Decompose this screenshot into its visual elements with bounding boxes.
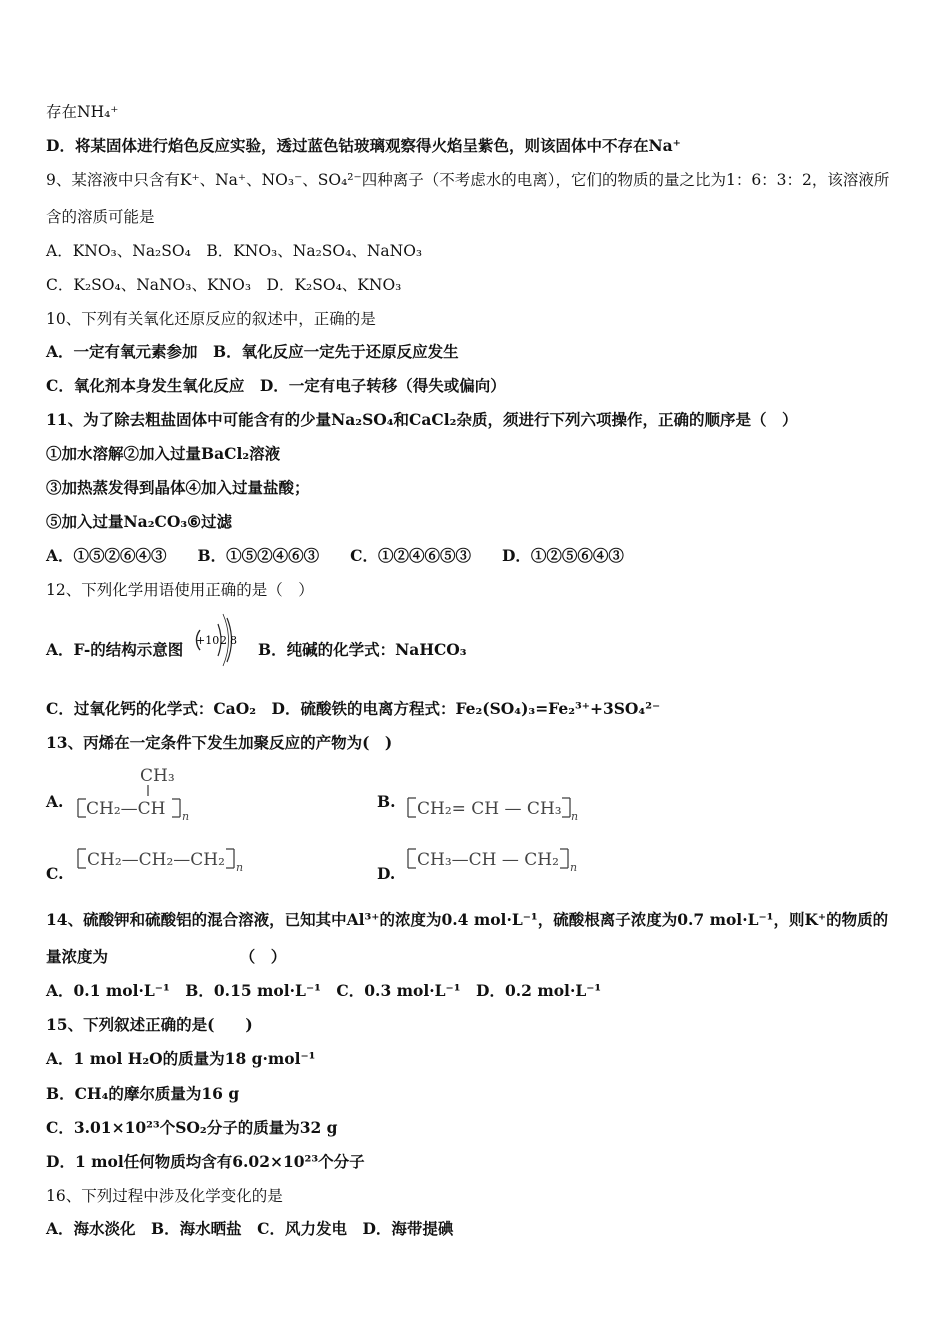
line-nh4: 存在NH₄⁺ (46, 103, 119, 121)
q10-options-ab: A．一定有氧元素参加 B．氧化反应一定先于还原反应发生 (46, 342, 459, 361)
q14-stem: 14、硫酸钾和硫酸铝的混合溶液，已知其中Al³⁺的浓度为0.4 mol·L⁻¹，硫酸根离子浓度为0.7 mol·L⁻¹，则K⁺的物质的 (46, 910, 889, 929)
repeat-n-a: n (182, 810, 190, 823)
fluoride-structure-diagram (194, 612, 242, 668)
q9-stem-cont: 含的溶质可能是 (46, 208, 155, 226)
q13-structure-d (404, 844, 594, 876)
q9-options-ab: A．KNO₃、Na₂SO₄ B．KNO₃、Na₂SO₄、NaNO₃ (46, 242, 423, 260)
q13-structure-b (404, 793, 594, 825)
q15-option-a: A．1 mol H₂O的质量为18 g·mol⁻¹ (46, 1049, 316, 1068)
main-chain-b: CH₂= CH — CH₃ (417, 799, 562, 819)
q12-stem: 12、下列化学用语使用正确的是（ ） (46, 581, 314, 599)
q11-stem: 11、为了除去粗盐固体中可能含有的少量Na₂SO₄和CaCl₂杂质，须进行下列六项操作，正确的顺序是（ ） (46, 410, 798, 429)
repeat-n-d: n (570, 861, 578, 874)
q13-structure-c (74, 844, 264, 876)
q16-options: A．海水淡化 B．海水晒盐 C．风力发电 D．海带提碘 (46, 1219, 454, 1238)
shell-1-electrons: 2 (220, 634, 227, 647)
nucleus-charge: +10 (196, 634, 220, 647)
q11-step-34: ③加热蒸发得到晶体④加入过量盐酸； (46, 478, 310, 497)
shell-2-electrons: 8 (230, 634, 237, 647)
main-chain-c: CH₂—CH₂—CH₂ (87, 850, 225, 870)
repeat-n-b: n (571, 810, 579, 823)
main-chain-d: CH₃—CH — CH₂ (417, 850, 559, 870)
q9-stem: 9、某溶液中只含有K⁺、Na⁺、NO₃⁻、SO₄²⁻四种离子（不考虑水的电离），它们的物质的量之比为1：6：3：2，该溶液所 (46, 171, 890, 189)
methyl-branch: CH₃ (140, 766, 175, 786)
q12-option-b: B．纯碱的化学式：NaHCO₃ (258, 640, 467, 659)
q13-label-d: D. (377, 864, 396, 883)
q13-label-a: A. (46, 792, 64, 811)
q12-option-a: A．F-的结构示意图 (46, 640, 184, 659)
q13-structure-a (74, 762, 204, 824)
repeat-n-c: n (236, 861, 244, 874)
q12-options-cd: C．过氧化钙的化学式：CaO₂ D．硫酸铁的电离方程式：Fe₂(SO₄)₃=Fe₂³⁺+3SO₄²⁻ (46, 699, 661, 718)
q16-stem: 16、下列过程中涉及化学变化的是 (46, 1187, 283, 1205)
q15-option-c: C．3.01×10²³个SO₂分子的质量为32 g (46, 1118, 338, 1137)
q9-options-cd: C．K₂SO₄、NaNO₃、KNO₃ D．K₂SO₄、KNO₃ (46, 276, 402, 294)
q14-options: A．0.1 mol·L⁻¹ B．0.15 mol·L⁻¹ C．0.3 mol·L⁻¹ D．0.2 mol·L⁻¹ (46, 981, 602, 1000)
q11-step-56: ⑤加入过量Na₂CO₃⑥过滤 (46, 512, 233, 531)
q13-stem: 13、丙烯在一定条件下发生加聚反应的产物为( ) (46, 733, 393, 752)
q11-options: A．①⑤②⑥④③ B．①⑤②④⑥③ C．①②④⑥⑤③ D．①②⑤⑥④③ (46, 546, 624, 565)
q15-stem: 15、下列叙述正确的是( ) (46, 1015, 253, 1034)
q13-label-c: C. (46, 864, 64, 883)
option-d-flame-test: D．将某固体进行焰色反应实验，透过蓝色钴玻璃观察得火焰呈紫色，则该固体中不存在Na⁺ (46, 136, 681, 155)
q14-stem-cont: 量浓度为 （ ） (46, 947, 287, 966)
main-chain-a: CH₂—CH (86, 799, 166, 819)
q10-stem: 10、下列有关氧化还原反应的叙述中，正确的是 (46, 310, 376, 328)
q13-label-b: B. (377, 792, 396, 811)
q15-option-d: D．1 mol任何物质均含有6.02×10²³个分子 (46, 1152, 365, 1171)
q11-step-12: ①加水溶解②加入过量BaCl₂溶液 (46, 444, 281, 463)
q15-option-b: B．CH₄的摩尔质量为16 g (46, 1084, 240, 1103)
q10-options-cd: C．氧化剂本身发生氧化反应 D．一定有电子转移（得失或偏向） (46, 376, 506, 395)
